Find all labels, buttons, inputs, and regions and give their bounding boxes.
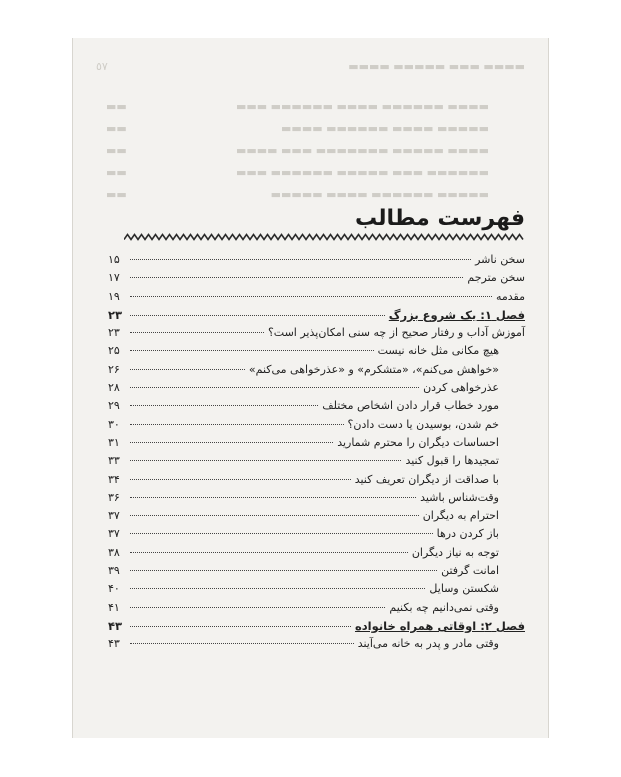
toc-entry-label: تمجیدها را قبول کنید <box>405 454 499 468</box>
dot-leader <box>130 643 354 644</box>
toc-entry-page: ۴۳ <box>108 618 123 633</box>
toc-entry-page: ۳۹ <box>108 564 120 578</box>
dot-leader <box>130 369 245 370</box>
dot-leader <box>130 515 419 516</box>
toc-entry <box>108 454 525 472</box>
toc-entry-page: ۳۷ <box>108 509 120 523</box>
toc-entry-page: ۲۵ <box>108 344 120 358</box>
dot-leader <box>130 296 492 297</box>
dot-leader <box>130 533 433 534</box>
toc-entry-page: ۲۳ <box>108 307 123 322</box>
toc-entry-page: ۲۹ <box>108 399 120 413</box>
toc-entry <box>108 363 525 381</box>
dot-leader <box>130 588 425 589</box>
toc-entry-label: با صداقت از دیگران تعریف کنید <box>354 472 499 486</box>
toc-entry <box>108 418 525 436</box>
toc-entry-page: ۴۱ <box>108 600 120 614</box>
toc-entry-page: ۴۰ <box>108 582 120 596</box>
toc-entry-page: ۱۵ <box>108 253 120 266</box>
toc-entry <box>108 326 525 344</box>
toc-entry <box>108 509 525 527</box>
toc-entry-page: ۱۹ <box>108 289 120 303</box>
toc-entry <box>108 527 525 545</box>
toc-entry-label: شکستن وسایل <box>429 582 499 596</box>
toc-entry-page: ۳۷ <box>108 527 120 541</box>
dot-leader <box>130 315 385 316</box>
toc-entry-page: ۱۷ <box>108 271 120 285</box>
toc-entry-page: ۳۸ <box>108 545 120 559</box>
dot-leader <box>130 497 416 498</box>
toc-entry <box>108 399 525 417</box>
toc-entry-label: «خواهش می‌کنم»، «متشکرم» و «عذرخواهی می‌کنم» <box>248 362 499 376</box>
toc-entry-label: مورد خطاب قرار دادن اشخاص مختلف <box>322 399 499 413</box>
toc-chapter <box>108 619 525 637</box>
toc-entry <box>108 253 525 271</box>
toc-entry-label: فصل ۲: اوقاتی همراه خانواده <box>354 618 525 633</box>
dot-leader <box>130 350 374 351</box>
toc-entry-label: امانت گرفتن <box>441 564 499 578</box>
toc-entry-label: وقتی نمی‌دانیم چه بکنیم <box>389 600 499 614</box>
toc-title: فهرست مطالب <box>354 206 525 231</box>
toc-entry-page: ۲۸ <box>108 381 120 395</box>
toc-entry-label: باز کردن درها <box>436 527 499 541</box>
toc-entry <box>108 491 525 509</box>
toc-entry-label: آموزش آداب و رفتار صحیح از چه سنی امکان‌پذیر است؟ <box>267 326 525 340</box>
toc-entry <box>108 473 525 491</box>
toc-list <box>108 253 525 656</box>
dot-leader <box>130 332 264 333</box>
toc-entry-label: هیچ مکانی مثل خانه نیست <box>377 344 499 358</box>
toc-entry <box>108 637 525 655</box>
toc-entry-page: ۲۶ <box>108 362 120 376</box>
toc-entry <box>108 290 525 308</box>
dot-leader <box>130 626 351 627</box>
dot-leader <box>130 570 437 571</box>
toc-entry-label: سخن ناشر <box>475 253 525 266</box>
toc-entry-page: ۳۳ <box>108 454 120 468</box>
toc-entry-label: عذرخواهی کردن <box>423 381 499 395</box>
toc-entry-page: ۳۰ <box>108 417 120 431</box>
toc-entry <box>108 436 525 454</box>
toc-entry-label: احساسات دیگران را محترم شمارید <box>337 435 499 449</box>
toc-entry-label: وقت‌شناس باشید <box>420 490 499 504</box>
toc-entry <box>108 582 525 600</box>
toc-entry <box>108 271 525 289</box>
toc-entry-label: احترام به دیگران <box>422 509 499 523</box>
dot-leader <box>130 442 333 443</box>
bleed-through-text: ▬▬▬▬ ▬▬▬ ▬▬▬▬▬ ▬▬▬▬ ٥٧ ▬▬▬▬ ▬▬▬▬▬▬ ▬▬▬▬ ▬▬▬▬▬▬ ▬▬▬ ▬▬ ▬▬▬▬▬ ▬▬▬▬ ▬▬▬▬▬▬ ▬▬▬▬ ▬▬ ▬▬▬▬ ▬▬▬▬▬ ▬▬▬▬▬▬▬ ▬▬▬ ▬▬▬▬ ▬▬ ▬▬▬▬▬▬ ▬▬▬ ▬▬▬▬▬ ▬▬▬▬▬▬ ▬▬▬ ▬▬ ▬▬▬▬▬ ▬▬▬▬▬▬ ▬▬▬▬ ▬▬▬▬▬ ▬▬ <box>96 60 525 201</box>
toc-entry-label: توجه به نیاز دیگران <box>411 545 499 559</box>
toc-entry-page: ۳۱ <box>108 435 120 449</box>
toc-entry-label: خم شدن، بوسیدن یا دست دادن؟ <box>347 417 499 431</box>
toc-entry-page: ۳۴ <box>108 472 120 486</box>
toc-entry <box>108 344 525 362</box>
toc-entry <box>108 381 525 399</box>
toc-entry-label: وقتی مادر و پدر به خانه می‌آیند <box>357 637 499 651</box>
toc-entry-label: فصل ۱: یک شروع بزرگ <box>388 307 525 322</box>
toc-entry-label: سخن مترجم <box>467 271 525 285</box>
toc-entry <box>108 601 525 619</box>
dot-leader <box>130 405 318 406</box>
toc-entry-page: ۳۶ <box>108 490 120 504</box>
dot-leader <box>130 460 401 461</box>
toc-entry-page: ۴۳ <box>108 637 120 651</box>
dot-leader <box>130 424 344 425</box>
toc-chapter <box>108 308 525 326</box>
dot-leader <box>130 552 408 553</box>
book-page <box>72 38 549 738</box>
dot-leader <box>130 259 471 260</box>
dot-leader <box>130 607 385 608</box>
dot-leader <box>130 479 351 480</box>
title-underline-ornament <box>124 233 525 241</box>
toc-entry <box>108 546 525 564</box>
toc-entry-page: ۲۳ <box>108 326 120 340</box>
toc-entry-label: مقدمه <box>495 289 525 303</box>
dot-leader <box>130 277 463 278</box>
toc-entry <box>108 564 525 582</box>
dot-leader <box>130 387 419 388</box>
